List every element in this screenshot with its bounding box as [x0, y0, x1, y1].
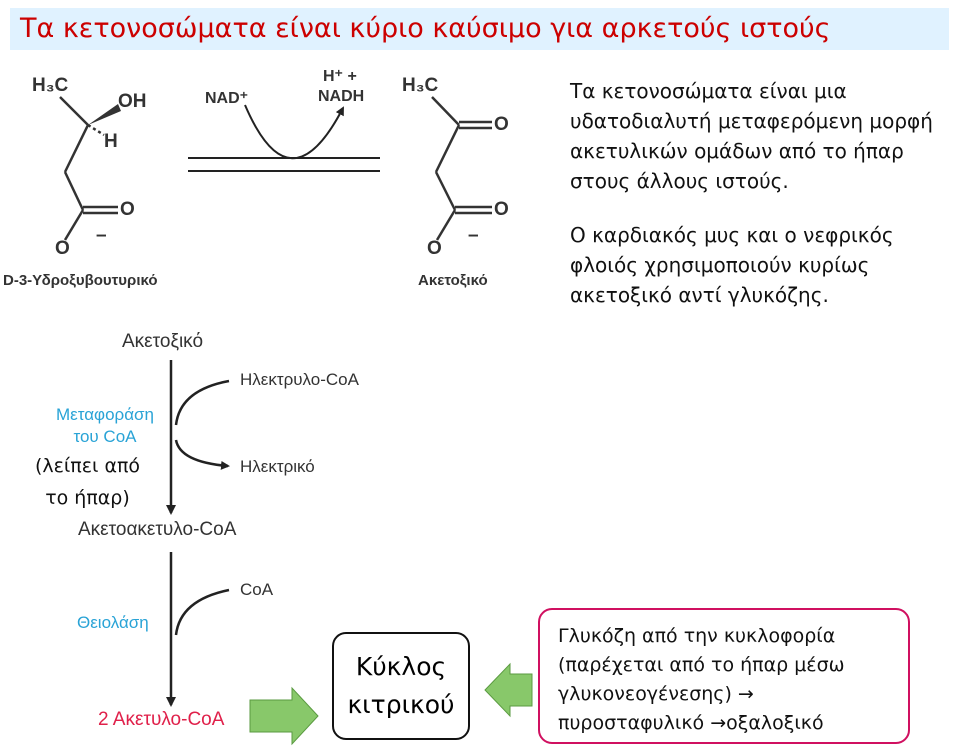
info-paragraph-2: Ο καρδιακός μυς και ο νεφρικός φλοιός χρησιμοποιούν κυρίως ακετοξικό αντί γλυκόζης.	[570, 223, 894, 307]
pathway-acetyl-coa-product: 2 Ακετυλο-CoA	[98, 709, 225, 730]
product-keto-o-label: O	[494, 114, 509, 135]
reactant-o-label: O	[120, 199, 135, 220]
liver-note-line1: (λείπει από	[34, 455, 141, 477]
pathway-coa: CoA	[240, 580, 274, 599]
liver-note	[10, 450, 165, 514]
reactant-structure	[60, 97, 121, 240]
nad-curve-arrow	[245, 105, 343, 158]
enzyme-thiolase: Θειολάση	[77, 613, 149, 632]
pathway-succinyl-coa: Ηλεκτρυλο-CoA	[240, 370, 359, 389]
product-ominus-label: O	[427, 238, 442, 259]
reactant-minus-sign: –	[96, 225, 107, 246]
pathway-acetoacetyl-coa: Ακετοακετυλο-CoA	[78, 519, 237, 540]
glucose-line4-text: πυροσταφυλικό	[558, 712, 711, 734]
bond-c1-ominus	[65, 210, 83, 240]
product-minus-sign: –	[468, 225, 479, 246]
reactant-h3c-label: H₃C	[32, 75, 69, 96]
cofactor-h-plus: H⁺ +	[323, 68, 357, 85]
pathway-acetoacetate: Ακετοξικό	[122, 331, 204, 352]
glucose-line4b-text: οξαλοξικό	[726, 712, 824, 734]
bond-c3-c2	[436, 125, 459, 172]
bond-ch3-c3	[432, 97, 459, 125]
bond-ch3-c3	[60, 97, 88, 125]
arrow-right-icon: →	[737, 683, 754, 705]
reactant-name: D-3-Υδροξυβουτυρικό	[3, 272, 158, 289]
enzyme-coa-transferase	[40, 404, 170, 448]
product-name: Ακετοξικό	[418, 272, 488, 289]
glucose-line4	[558, 709, 898, 738]
tca-line2: κιτρικού	[347, 690, 455, 719]
bond-c3-h	[88, 125, 104, 135]
succinate-out-curve	[176, 440, 228, 466]
enzyme-coa-transferase-line2: του CoA	[73, 427, 137, 446]
glucose-line2: (παρέχεται από το ήπαρ μέσω	[558, 654, 845, 676]
cofactor-nadh: NADH	[318, 88, 365, 105]
glucose-line1: Γλυκόζη από την κυκλοφορία	[558, 625, 836, 647]
citric-acid-cycle-box	[332, 632, 470, 740]
green-arrow-right	[250, 688, 318, 744]
wedge-bond-oh	[88, 104, 121, 125]
enzyme-coa-transferase-line1: Μεταφοράση	[56, 405, 154, 424]
product-h3c-label: H₃C	[402, 75, 439, 96]
succinyl-in-curve	[176, 381, 229, 425]
product-structure	[432, 97, 492, 240]
bond-c2-c1	[436, 172, 455, 210]
info-paragraph-1: Τα κετονοσώματα είναι μια υδατοδιαλυτή μεταφερόμενη μορφή ακετυλικών ομάδων από το ήπαρ στους άλλους ιστούς.	[570, 79, 933, 193]
glucose-supply-box	[538, 608, 910, 744]
equilibrium-arrows	[188, 105, 380, 171]
liver-note-line2: το ήπαρ)	[45, 487, 130, 509]
coa-in-curve	[176, 590, 229, 635]
pathway-succinate: Ηλεκτρικό	[240, 457, 315, 476]
glucose-line3	[558, 680, 898, 709]
reactant-oh-label: OH	[118, 91, 147, 112]
reactant-h-label: H	[104, 131, 118, 152]
reactant-ominus-label: O	[55, 238, 70, 259]
bond-c3-c2	[65, 125, 88, 172]
cofactor-nad: NAD⁺	[205, 90, 249, 107]
arrow-right-icon: →	[710, 712, 727, 734]
glucose-line3-text: γλυκονεογένεσης)	[558, 683, 738, 705]
page-title: Τα κετονοσώματα είναι κύριο καύσιμο για αρκετούς ιστούς	[20, 13, 831, 44]
tca-line1: Κύκλος	[355, 652, 447, 681]
green-arrow-left	[485, 664, 532, 716]
bond-c2-c1	[65, 172, 83, 210]
product-o-label: O	[494, 199, 509, 220]
bond-c1-ominus	[437, 210, 455, 240]
